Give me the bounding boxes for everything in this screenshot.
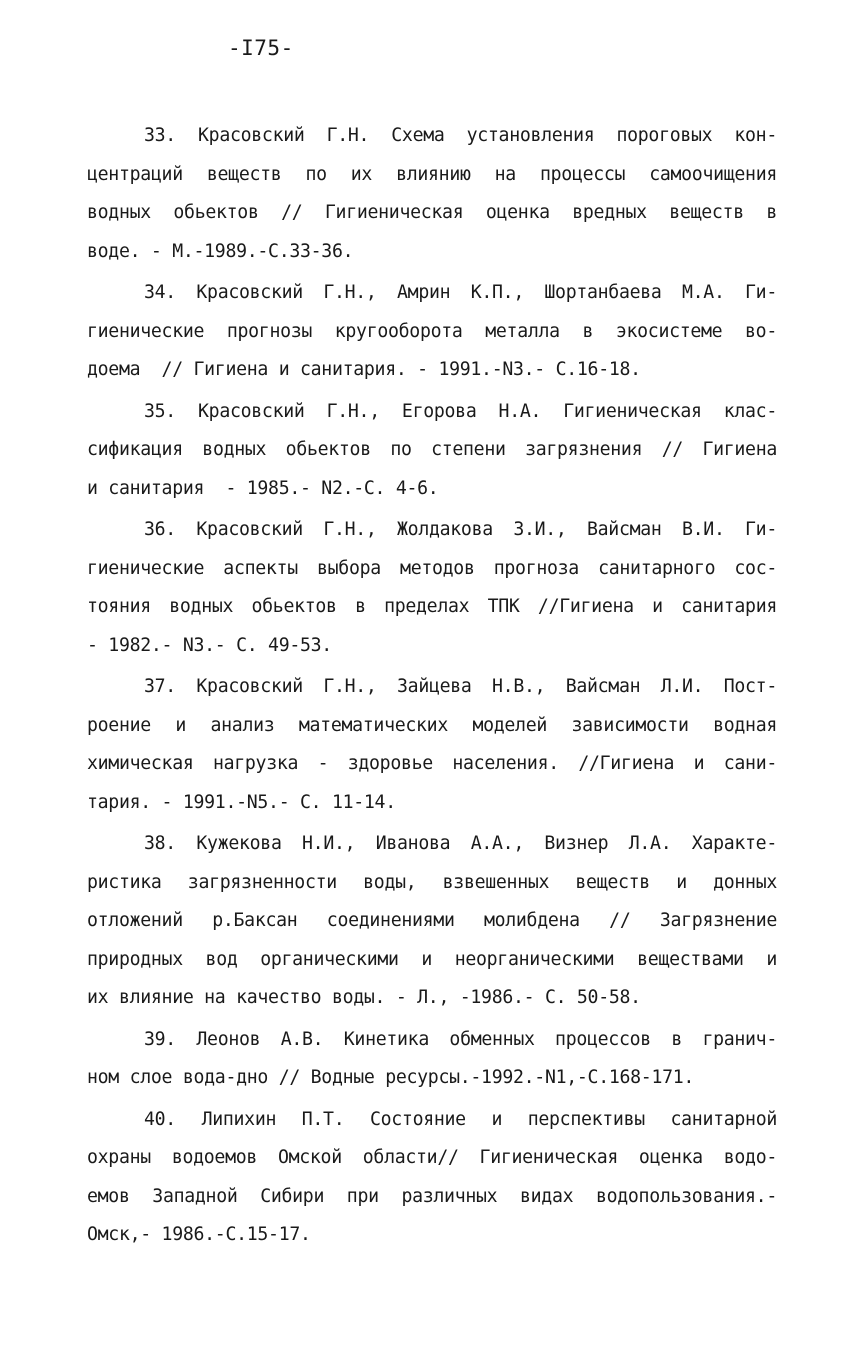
- reference-line: отложений р.Баксан соединениями молибдена // Загрязнение: [87, 910, 777, 931]
- reference-line: доема // Гигиена и санитария. - 1991.-N3.- С.16-18.: [87, 359, 641, 380]
- reference-line: химическая нагрузка - здоровье населения. //Гигиена и сани-: [87, 753, 777, 774]
- reference-line: 39. Леонов А.В. Кинетика обменных процессов в гранич-: [144, 1028, 777, 1050]
- reference-entry-36: [87, 511, 777, 665]
- reference-line: тария. - 1991.-N5.- С. 11-14.: [87, 791, 396, 813]
- reference-line: - 1982.- N3.- С. 49-53.: [87, 634, 332, 656]
- reference-line: ном слое вода-дно // Водные ресурсы.-1992.-N1,-С.168-171.: [87, 1067, 695, 1088]
- reference-entry-34: [87, 274, 777, 390]
- page-number: -I75-: [228, 36, 294, 60]
- reference-entry-38: [87, 825, 777, 1018]
- reference-entry-33: [87, 117, 777, 271]
- reference-line: 34. Красовский Г.Н., Амрин К.П., Шортанбаева М.А. Ги-: [144, 282, 777, 303]
- reference-line: 35. Красовский Г.Н., Егорова Н.А. Гигиеническая клас-: [144, 400, 777, 422]
- reference-list: [87, 117, 777, 1258]
- reference-line: роение и анализ математических моделей зависимости водная: [87, 714, 777, 736]
- reference-line: 40. Липихин П.Т. Состояние и перспективы санитарной: [144, 1108, 777, 1130]
- reference-entry-35: [87, 393, 777, 509]
- reference-line: гиенические аспекты выбора методов прогноза санитарного сос-: [87, 557, 777, 579]
- reference-line: сификация водных обьектов по степени загрязнения // Гигиена: [87, 439, 777, 460]
- reference-entry-39: [87, 1021, 777, 1098]
- reference-line: 36. Красовский Г.Н., Жолдакова З.И., Вайсман В.И. Ги-: [144, 519, 777, 540]
- reference-entry-40: [87, 1101, 777, 1255]
- reference-line: природных вод органическими и неорганическими веществами и: [87, 948, 777, 970]
- reference-line: 37. Красовский Г.Н., Зайцева Н.В., Вайсман Л.И. Пост-: [144, 676, 777, 697]
- reference-line: их влияние на качество воды. - Л., -1986.- С. 50-58.: [87, 987, 641, 1008]
- reference-line: гиенические прогнозы кругооборота металла в экосистеме во-: [87, 320, 777, 342]
- reference-line: ристика загрязненности воды, взвешенных веществ и донных: [87, 871, 777, 893]
- reference-line: центраций веществ по их влиянию на процессы самоочищения: [87, 163, 777, 185]
- reference-line: Омск,- 1986.-С.15-17.: [87, 1224, 311, 1245]
- reference-line: 33. Красовский Г.Н. Схема установления пороговых кон-: [144, 125, 777, 146]
- reference-line: водных обьектов // Гигиеническая оценка вредных веществ в: [87, 202, 777, 223]
- reference-entry-37: [87, 668, 777, 822]
- reference-line: тояния водных обьектов в пределах ТПК //Гигиена и санитария: [87, 596, 777, 617]
- reference-line: 38. Кужекова Н.И., Иванова А.А., Визнер Л.А. Характе-: [144, 833, 777, 854]
- reference-line: охраны водоемов Омской области// Гигиеническая оценка водо-: [87, 1147, 777, 1168]
- reference-line: и санитария - 1985.- N2.-С. 4-6.: [87, 477, 439, 499]
- reference-line: воде. - М.-1989.-С.33-36.: [87, 240, 354, 262]
- reference-line: емов Западной Сибири при различных видах водопользования.-: [87, 1185, 777, 1207]
